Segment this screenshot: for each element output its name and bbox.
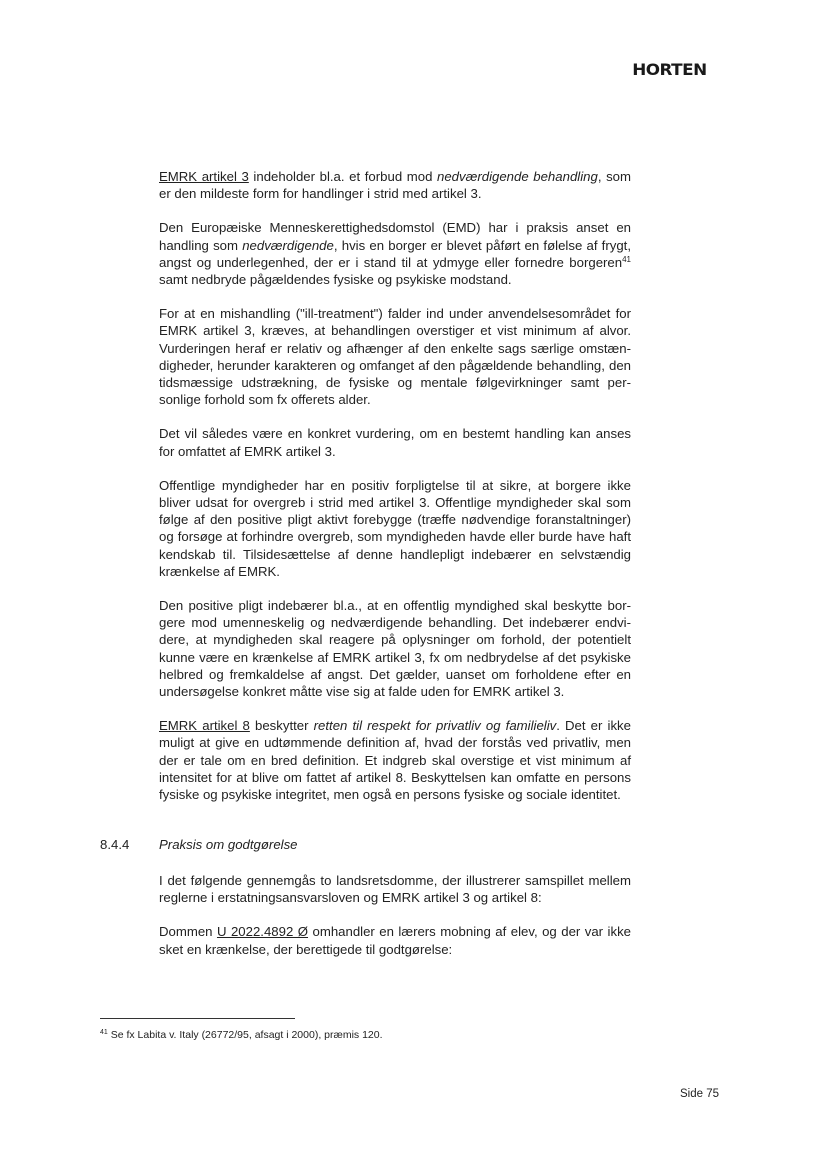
paragraph-emrk-art3 xyxy=(159,168,631,202)
link-emrk-artikel-3[interactable]: EMRK artikel 3 xyxy=(159,169,249,184)
link-emrk-artikel-8[interactable]: EMRK artikel 8 xyxy=(159,718,250,734)
footnote-divider xyxy=(100,1018,295,1019)
footnote xyxy=(100,1029,383,1042)
text: . Det er ikke muligt at give en udtømmende definition af, hvad der forstås ved privatliv, men der er tale om en bred definition. Et indgreb skal overstige et vist minimum af intensitet for at blive om fattet af artikel 8. Beskyttelsen kan omfatte en persons fysiske og psykiske integritet, men også en persons fysiske og sociale identitet. xyxy=(159,718,631,803)
emphasis: nedværdigende behandling xyxy=(437,169,598,184)
paragraph-dommen xyxy=(159,923,631,957)
text: samt nedbryde pågældendes fysiske og psykiske modstand. xyxy=(159,272,512,288)
emphasis: retten til respekt for privatliv og familieliv xyxy=(313,718,557,734)
emphasis: nedværdigende xyxy=(242,237,334,253)
section-number: 8.4.4 xyxy=(100,837,130,852)
section-title: Praksis om godtgørelse xyxy=(159,837,298,852)
text: indeholder bl.a. et forbud mod xyxy=(248,169,438,184)
paragraph-emrk-art8 xyxy=(159,717,631,803)
text: , hvis en borger er blevet påført en følelse af frygt, angst og underlegenhed, der er i stand til at ydmyge eller fornedre borgeren xyxy=(159,237,631,270)
paragraph-positiv-pligt: Den positive pligt indebærer bl.a., at en offentlig myndighed skal beskytte borgere mod umenneskelig og nedværdigende behandling. Det indebærer endvidere, at myndigheden skal reagere på oplysninger om forhold, der potentielt kunne være en krænkelse af EMRK artikel 3, fx om nedbrydelse af det psykiske helbred og fremkaldelse af angst. Det gælder, uanset om forholdene efter en undersøgelse konkret måtte vise sig at falde uden for EMRK artikel 3. xyxy=(159,598,631,700)
paragraph-ill-treatment: For at en mishandling ("ill-treatment") falder ind under anvendelsesområdet for EMRK artikel 3, kræves, at behandlingen overstiger et vist minimum af alvor. Vurderingen heraf er relativ og afhænger af den enkelte sags særlige omstændigheder, herunder karakteren og omfanget af den pågældende behandling, den tidsmæssige udstrækning, de fysiske og mentale følgevirkninger samt personlige forhold som fx offerets alder. xyxy=(159,306,631,408)
text: beskytter xyxy=(249,718,314,734)
paragraph-konkret-vurdering: Det vil således være en konkret vurdering, om en bestemt handling kan anses for omfattet af EMRK artikel 3. xyxy=(159,426,631,459)
footnote-number: 41 xyxy=(100,1029,108,1036)
link-ufr-2022-4892[interactable]: U 2022.4892 Ø xyxy=(216,924,309,940)
footnote-text: Se fx Labita v. Italy (26772/95, afsagt i 2000), præmis 120. xyxy=(107,1029,383,1041)
page-number: Side 75 xyxy=(680,1088,720,1100)
text: , som er den mildeste form for handlinger i strid med artikel 3. xyxy=(159,169,631,202)
text: Dommen xyxy=(159,924,217,940)
paragraph-positiv-forpligtelse: Offentlige myndigheder har en positiv forpligtelse til at sikre, at borgere ikke bliver udsat for overgreb i strid med artikel 3. Offentlige myndigheder skal som følge af den positive pligt aktivt forebygge (træffe nødvendige foranstaltninger) og forsøge at forhindre overgreb, som myndigheden havde eller burde have haft kendskab til. Tilsidesættelse af denne handlepligt indebærer en selvstændig krænkelse af EMRK. xyxy=(159,477,631,579)
main-text xyxy=(159,168,631,820)
horten-logo: HORTEN xyxy=(632,60,707,79)
text: omhandler en lærers mobning af elev, og der var ikke sket en krænkelse, der berettigede til godtgørelse: xyxy=(159,924,631,957)
section-text xyxy=(159,872,631,975)
section-heading xyxy=(100,836,298,853)
paragraph-emd-praksis xyxy=(159,219,631,288)
footnote-ref[interactable]: 41 xyxy=(622,254,631,264)
paragraph-landsretsdomme: I det følgende gennemgås to landsretsdomme, der illustrerer samspillet mellem reglerne i erstatningsansvarsloven og EMRK artikel 3 og artikel 8: xyxy=(159,873,631,906)
text: Den Europæiske Menneskerettighedsdomstol (EMD) har i praksis anset en handling som xyxy=(159,220,631,253)
